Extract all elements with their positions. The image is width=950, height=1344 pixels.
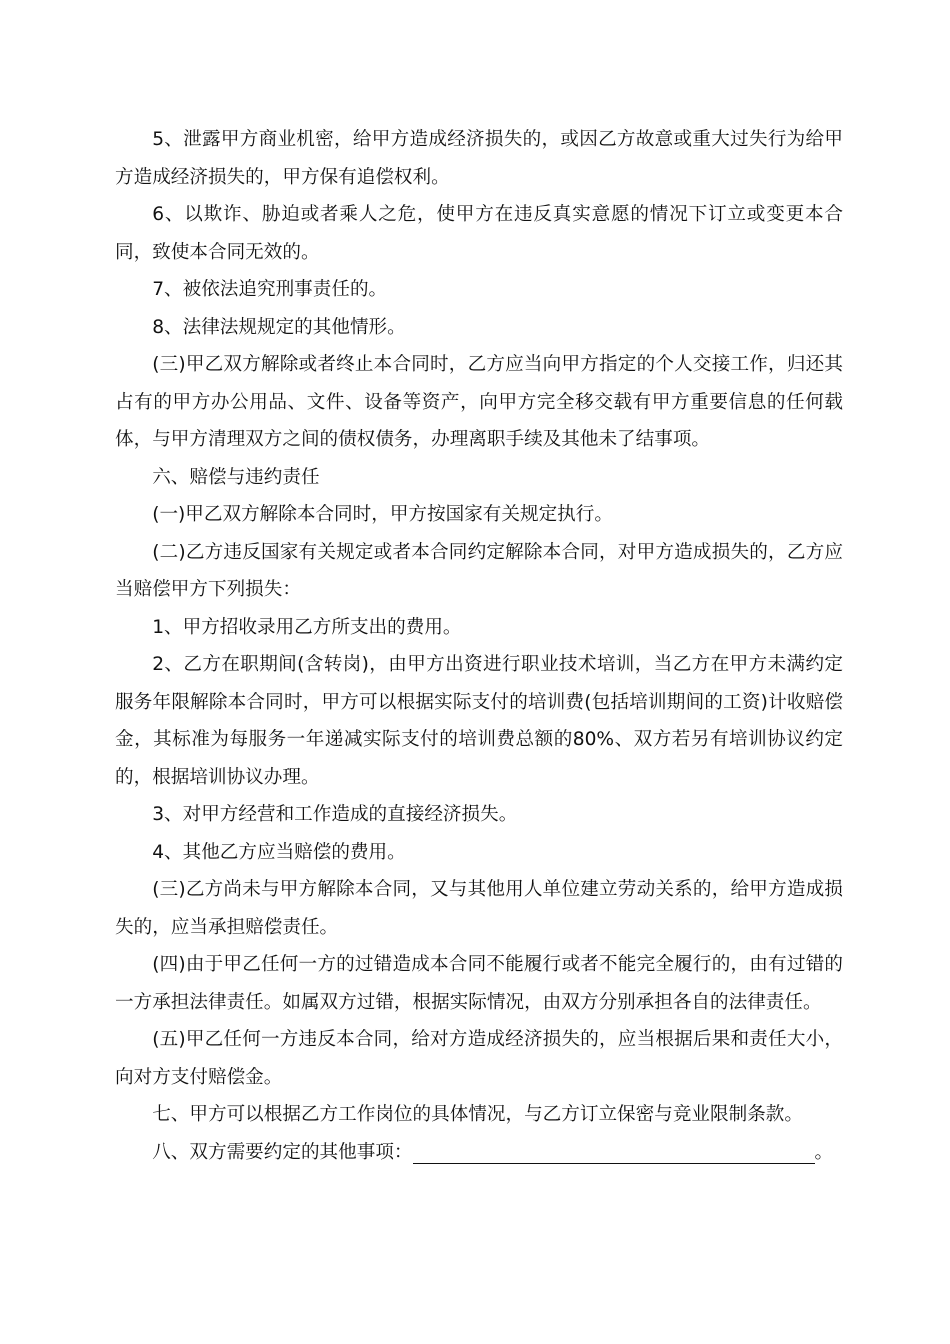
contract-body [115, 121, 843, 1171]
paragraph-handover: (三)甲乙双方解除或者终止本合同时，乙方应当向甲方指定的个人交接工作，归还其占有的甲方办公用品、文件、设备等资产，向甲方完全移交载有甲方重要信息的任何载体，与甲方清理双方之间的债权债务，办理离职手续及其他未了结事项。 [115, 354, 843, 450]
paragraph-compensation-3: (三)乙方尚未与甲方解除本合同，又与其他用人单位建立劳动关系的，给甲方造成损失的，应当承担赔偿责任。 [115, 879, 843, 938]
paragraph-compensation-1: (一)甲乙双方解除本合同时，甲方按国家有关规定执行。 [152, 504, 613, 525]
paragraph-loss-3: 3、对甲方经营和工作造成的直接经济损失。 [152, 804, 518, 825]
other-matters-blank-line[interactable] [413, 1141, 815, 1164]
paragraph-loss-4: 4、其他乙方应当赔偿的费用。 [152, 841, 406, 863]
paragraph-loss-1: 1、甲方招收录用乙方所支出的费用。 [152, 616, 462, 638]
paragraph-other-matters [115, 1134, 843, 1172]
other-matters-period: 。 [814, 1141, 834, 1163]
section-heading-compensation: 六、赔偿与违约责任 [152, 466, 320, 488]
paragraph-compensation-4: (四)由于甲乙任何一方的过错造成本合同不能履行或者不能完全履行的，由有过错的一方承担法律责任。如属双方过错，根据实际情况，由双方分别承担各自的法律责任。 [115, 954, 843, 1013]
section-heading-confidentiality: 七、甲方可以根据乙方工作岗位的具体情况，与乙方订立保密与竞业限制条款。 [152, 1104, 803, 1125]
paragraph-clause-6: 6、以欺诈、胁迫或者乘人之危，使甲方在违反真实意愿的情况下订立或变更本合同，致使本合同无效的。 [115, 204, 843, 263]
paragraph-clause-5: 5、泄露甲方商业机密，给甲方造成经济损失的，或因乙方故意或重大过失行为给甲方造成经济损失的，甲方保有追偿权利。 [115, 129, 843, 188]
other-matters-label: 八、双方需要约定的其他事项： [152, 1141, 413, 1163]
paragraph-clause-7: 7、被依法追究刑事责任的。 [152, 279, 388, 300]
paragraph-loss-2: 2、乙方在职期间(含转岗)，由甲方出资进行职业技术培训，当乙方在甲方未满约定服务年限解除本合同时，甲方可以根据实际支付的培训费(包括培训期间的工资)计收赔偿金，其标准为每服务一年递减实际支付的培训费总额的80%、双方若另有培训协议约定的，根据培训协议办理。 [115, 654, 843, 788]
paragraph-clause-8: 8、法律法规规定的其他情形。 [152, 316, 406, 338]
paragraph-compensation-2: (二)乙方违反国家有关规定或者本合同约定解除本合同，对甲方造成损失的，乙方应当赔偿甲方下列损失： [115, 541, 843, 600]
paragraph-compensation-5: (五)甲乙任何一方违反本合同，给对方造成经济损失的，应当根据后果和责任大小，向对方支付赔偿金。 [115, 1029, 843, 1088]
